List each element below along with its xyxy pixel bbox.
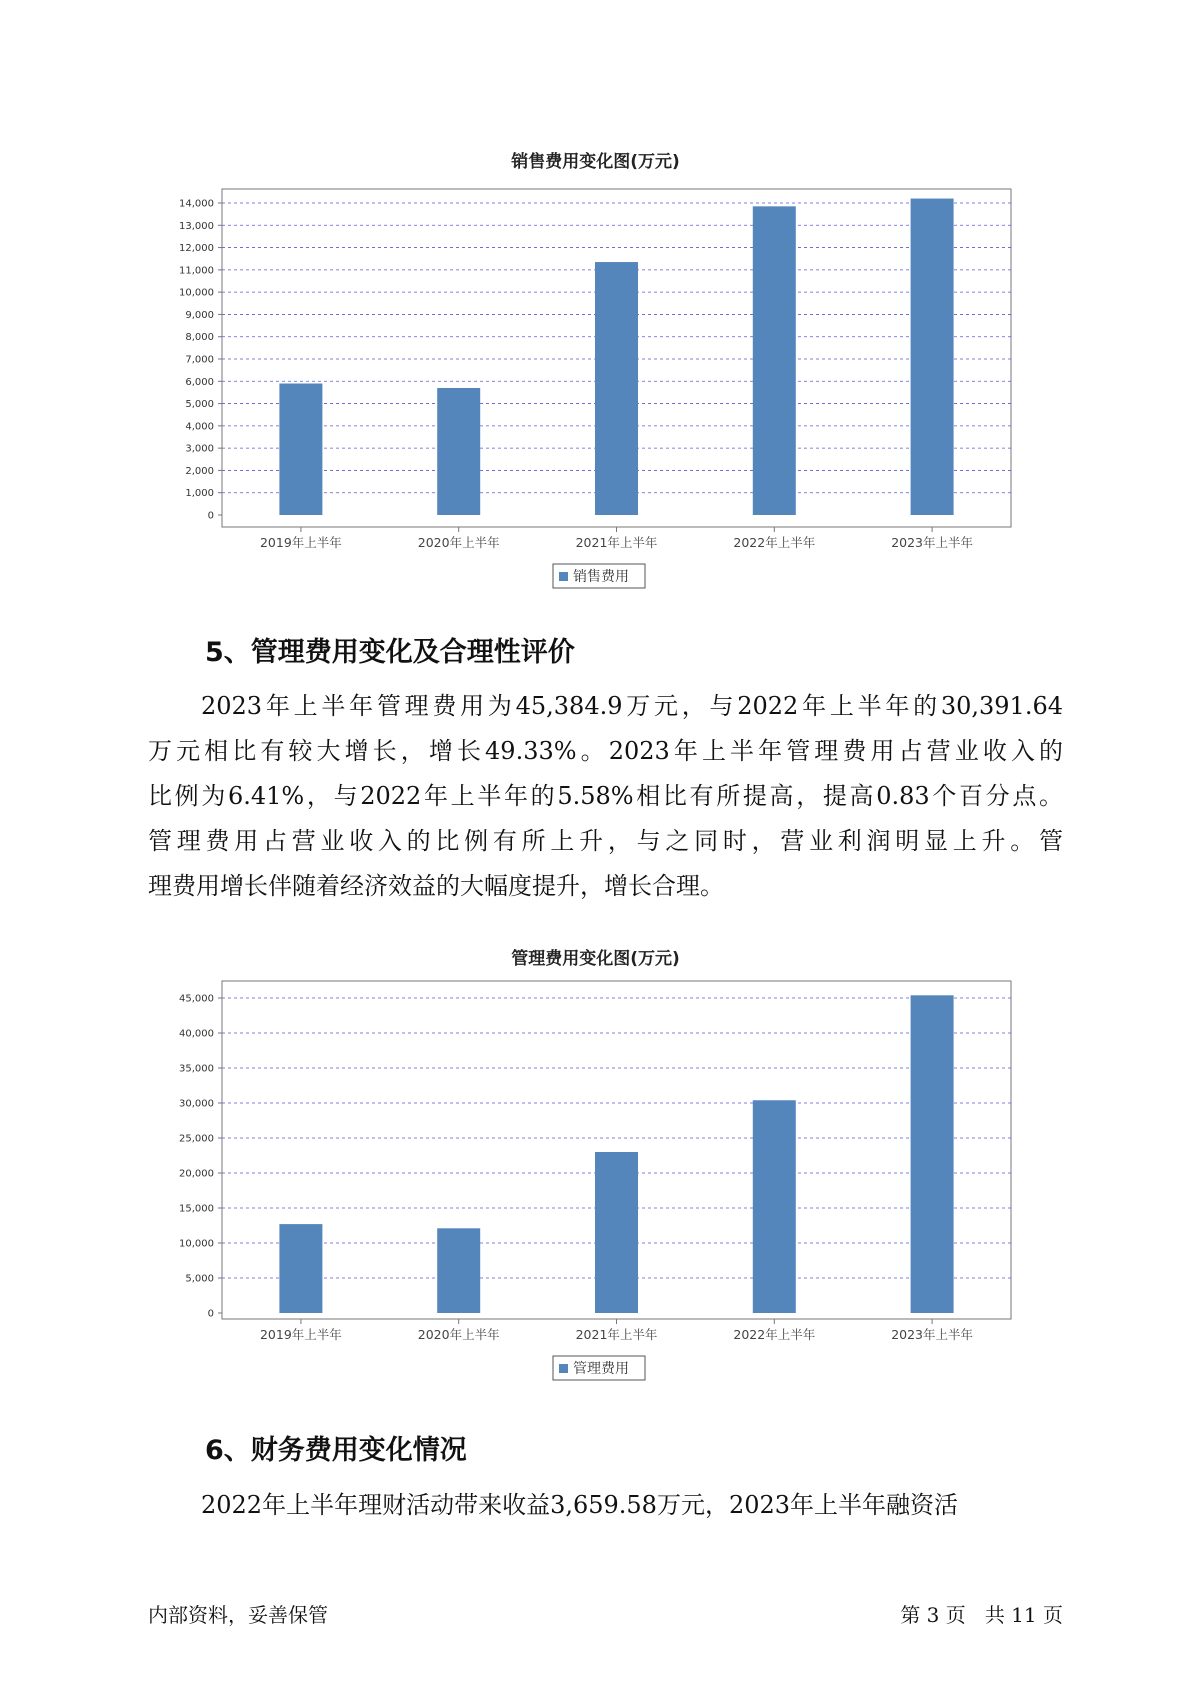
y-tick-label: 25,000	[179, 1133, 214, 1145]
admin-expense-bar-chart	[0, 968, 1191, 1398]
paragraph-line: 万元相比有较大增长，增长49.33%。2023年上半年管理费用占营业收入的	[148, 737, 1063, 765]
x-tick-label: 2020年上半年	[417, 535, 500, 550]
bar	[911, 199, 954, 515]
legend-swatch	[559, 1364, 568, 1373]
bar	[279, 384, 322, 515]
bar	[753, 1100, 796, 1313]
section-5-heading: 5、管理费用变化及合理性评价	[205, 637, 575, 668]
y-tick-label: 0	[207, 1308, 214, 1320]
bar	[279, 1224, 322, 1313]
chart-title-sales-expense: 销售费用变化图(万元)	[511, 152, 680, 172]
paragraph-line: 管理费用占营业收入的比例有所上升，与之同时，营业利润明显上升。管	[148, 827, 1063, 855]
bar	[437, 388, 480, 515]
x-tick-label: 2023年上半年	[891, 1327, 974, 1342]
footer-page-number: 第 3 页 共 11 页	[900, 1603, 1063, 1627]
y-tick-label: 10,000	[179, 1238, 214, 1250]
legend-label: 管理费用	[573, 1361, 629, 1377]
y-tick-label: 7,000	[185, 354, 214, 366]
y-tick-label: 35,000	[179, 1063, 214, 1075]
y-tick-label: 10,000	[179, 287, 214, 299]
y-tick-label: 4,000	[185, 421, 214, 433]
y-tick-label: 9,000	[185, 309, 214, 321]
x-tick-label: 2023年上半年	[891, 535, 974, 550]
y-tick-label: 30,000	[179, 1098, 214, 1110]
x-tick-label: 2019年上半年	[259, 1327, 342, 1342]
x-tick-label: 2022年上半年	[733, 535, 816, 550]
legend-label: 销售费用	[573, 569, 629, 585]
bar	[437, 1228, 480, 1313]
y-tick-label: 14,000	[179, 198, 214, 210]
y-tick-label: 20,000	[179, 1168, 214, 1180]
y-tick-label: 45,000	[179, 993, 214, 1005]
y-tick-label: 1,000	[185, 488, 214, 500]
x-tick-label: 2019年上半年	[259, 535, 342, 550]
paragraph-line: 2022年上半年理财活动带来收益3,659.58万元，2023年上半年融资活	[201, 1491, 959, 1519]
x-tick-label: 2021年上半年	[575, 1327, 658, 1342]
paragraph-line: 2023年上半年管理费用为45,384.9万元，与2022年上半年的30,391.64	[201, 692, 1063, 720]
y-tick-label: 40,000	[179, 1028, 214, 1040]
y-tick-label: 15,000	[179, 1203, 214, 1215]
y-tick-label: 3,000	[185, 443, 214, 455]
x-tick-label: 2021年上半年	[575, 535, 658, 550]
y-tick-label: 2,000	[185, 465, 214, 477]
section-6-paragraph	[148, 1483, 1063, 1528]
chart-title-admin-expense: 管理费用变化图(万元)	[511, 949, 680, 969]
paragraph-line: 比例为6.41%，与2022年上半年的5.58%相比有所提高，提高0.83个百分点。	[148, 782, 1063, 810]
y-tick-label: 13,000	[179, 220, 214, 232]
y-tick-label: 0	[207, 510, 214, 522]
y-tick-label: 8,000	[185, 332, 214, 344]
y-tick-label: 5,000	[185, 399, 214, 411]
y-tick-label: 6,000	[185, 376, 214, 388]
bar	[595, 262, 638, 515]
y-tick-label: 11,000	[179, 265, 214, 277]
bar	[595, 1152, 638, 1313]
footer-confidential-note: 内部资料，妥善保管	[148, 1603, 328, 1627]
sales-expense-bar-chart	[0, 170, 1191, 600]
paragraph-line: 理费用增长伴随着经济效益的大幅度提升，增长合理。	[148, 872, 724, 900]
bar	[753, 206, 796, 515]
bar	[911, 995, 954, 1313]
section-5-paragraph	[148, 684, 1063, 909]
y-tick-label: 5,000	[185, 1273, 214, 1285]
x-tick-label: 2020年上半年	[417, 1327, 500, 1342]
legend-swatch	[559, 572, 568, 581]
y-tick-label: 12,000	[179, 243, 214, 255]
section-6-heading: 6、财务费用变化情况	[205, 1435, 467, 1466]
x-tick-label: 2022年上半年	[733, 1327, 816, 1342]
